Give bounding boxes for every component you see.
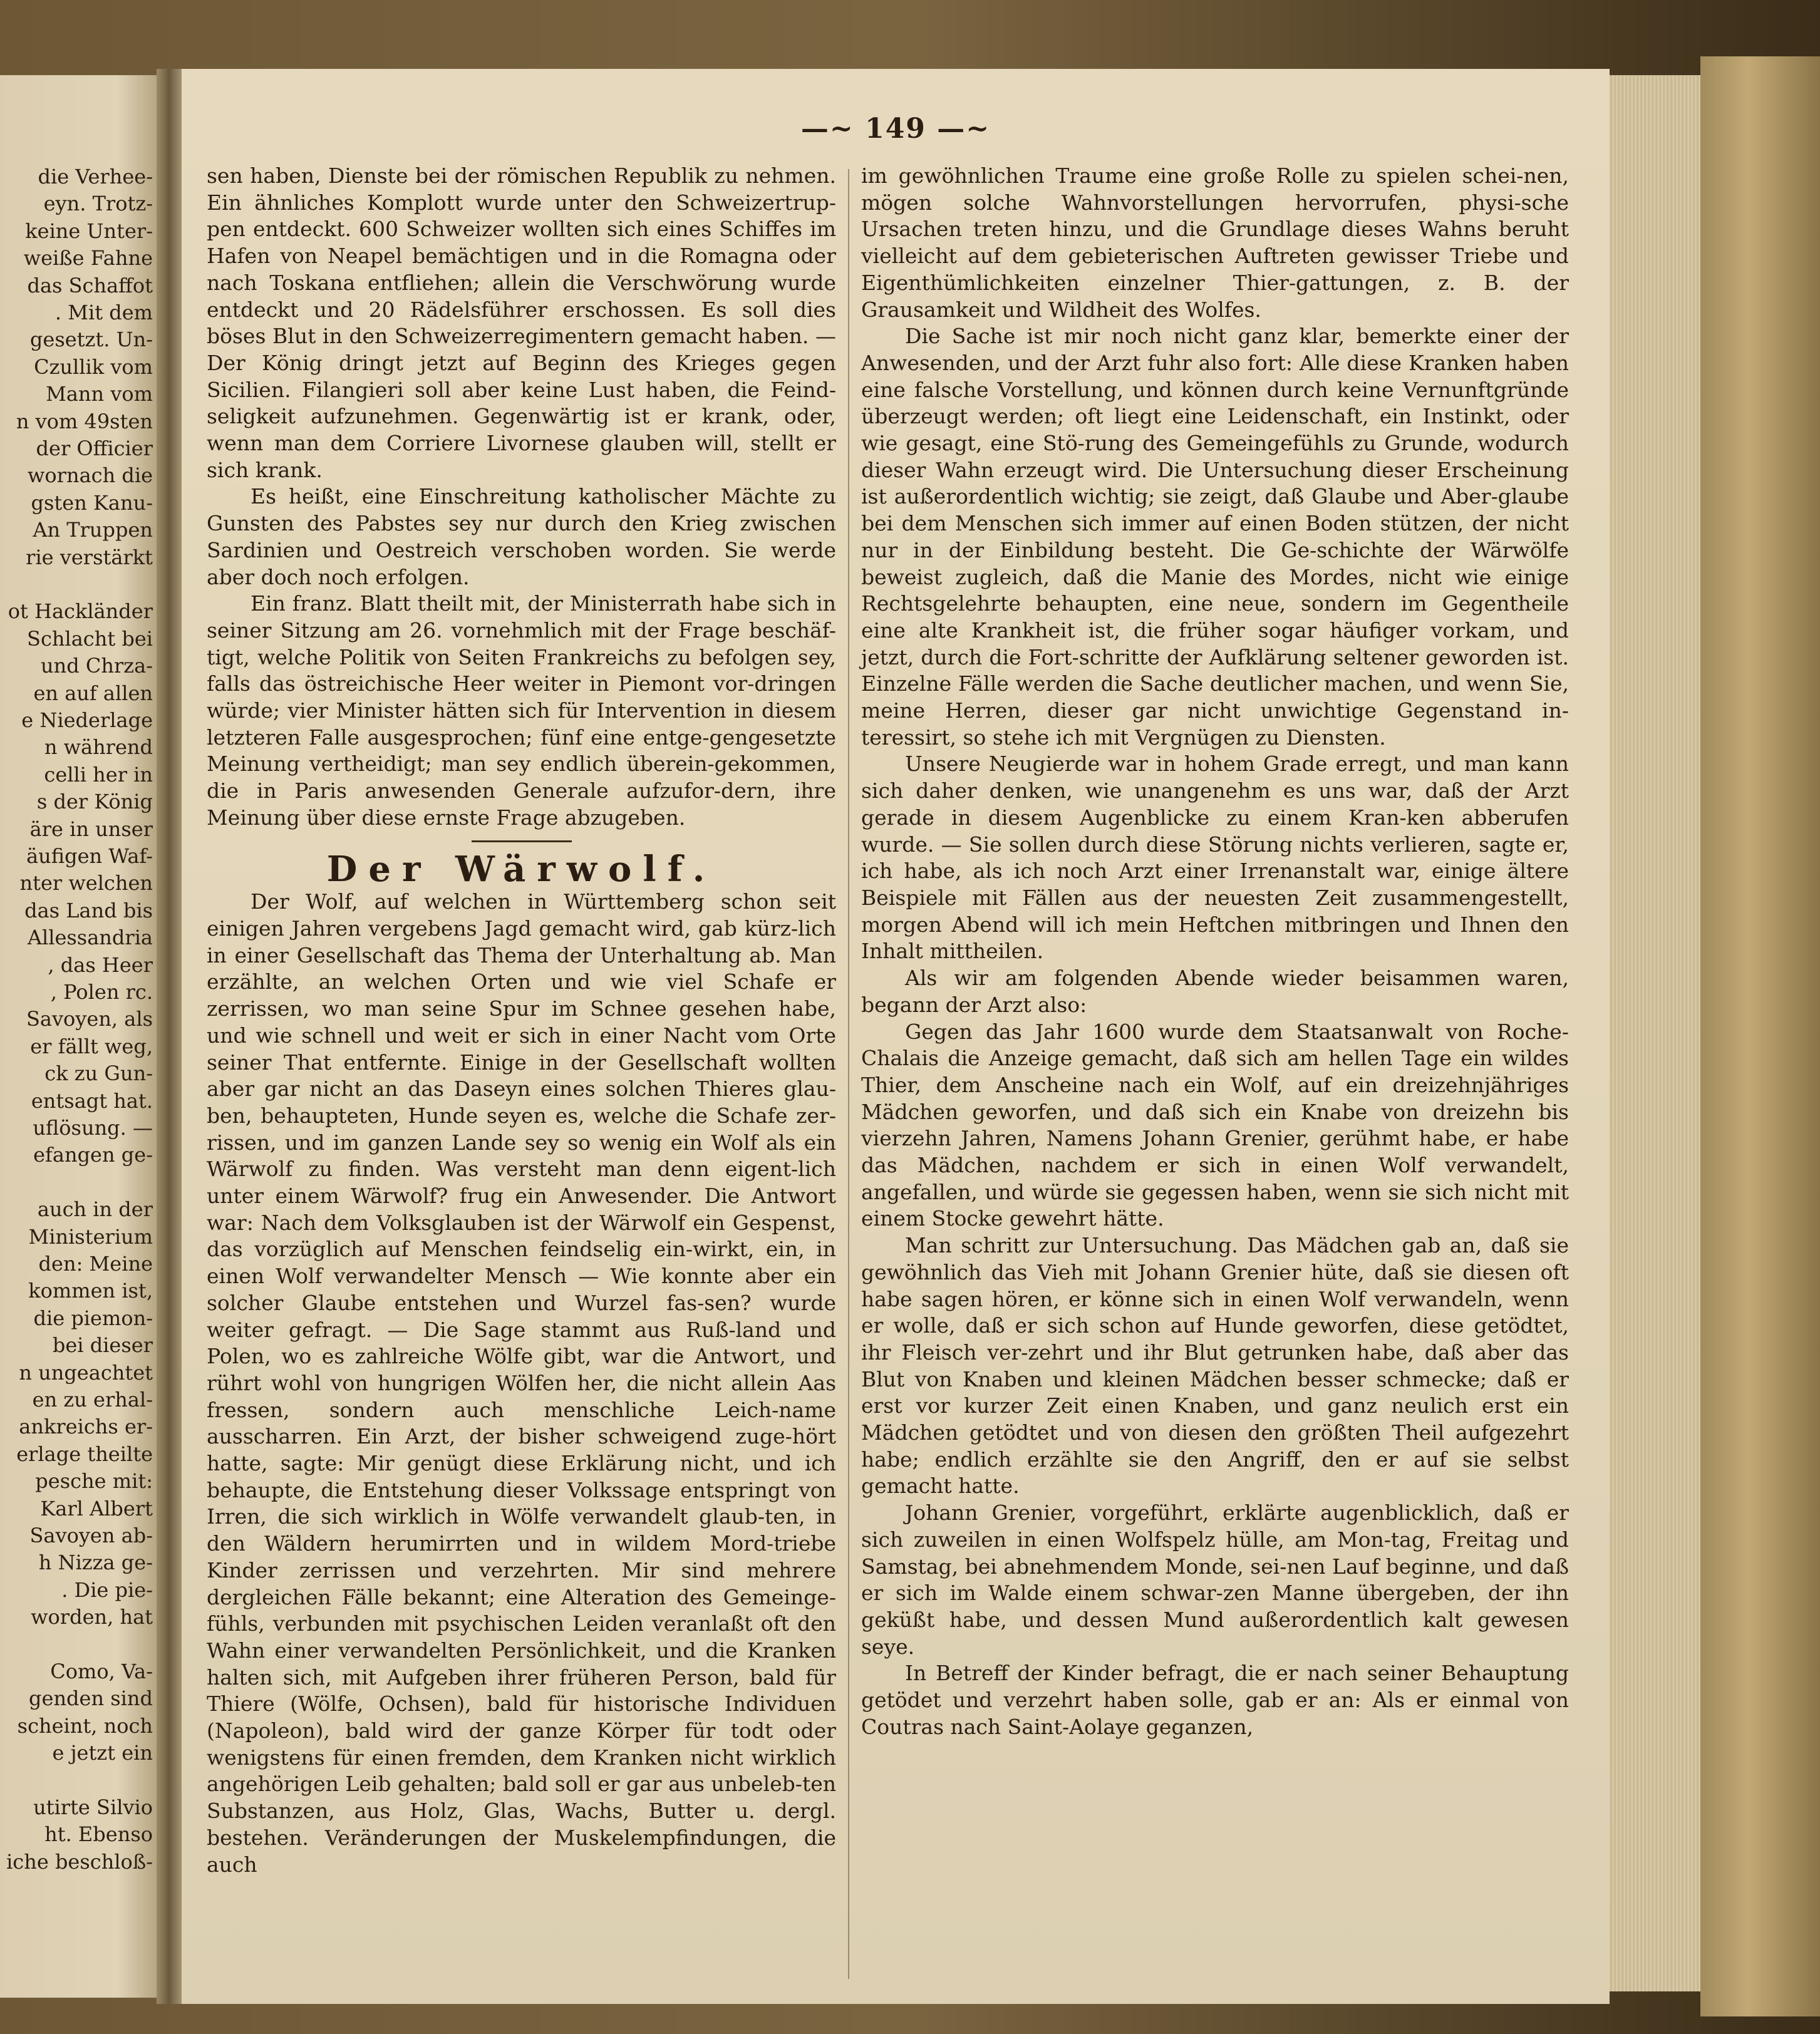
left-page-line: Mann vom [46,382,153,406]
paragraph-2: Es heißt, eine Einschreitung katholischer Mächte zu Gunsten des Pabstes sey nur durch den Krieg zwischen Sardinien und Oestreich verschoben worden. Sie werde aber doch noch erfolgen. [207,484,836,589]
col2-paragraph-1: im gewöhnlichen Traume eine große Rolle zu spielen schei-nen, mögen solche Wahnvorstellungen hervorrufen, physi-sche Ursachen treten hinzu, und die Grundlage dieses Wahns beruht vielleicht auf dem gebieterischen Auftreten gewisser Triebe und Eigenthümlichkeiten einzelner Thier-gattungen, z. B. der Grausamkeit und Wildheit des Wolfes. [861,163,1569,322]
left-page-line: Savoyen, als [26,1007,153,1031]
col2-paragraph-8: In Betreff der Kinder befragt, die er nach seiner Behauptung getödet und verzehrt haben solle, gab er an: Als er einmal von Coutras nach Saint-Aolaye geganzen, [861,1661,1569,1739]
left-page-line: iche beschloß- [6,1849,153,1874]
left-page-line: celli her in [44,762,153,787]
left-page-line: weiße Fahne [23,246,153,271]
col2-paragraph-5: Gegen das Jahr 1600 wurde dem Staatsanwalt von Roche-Chalais die Anzeige gemacht, daß sich am hellen Tage ein wildes Thier, dem Anscheine nach ein Wolf, auf ein dreizehnjähriges Mädchen geworfen, und daß sich ein Knabe von dreizehn bis vierzehn Jahren, Namens Johann Grenier, gerühmt habe, er habe das Mädchen, nachdem er sich in einen Wolf verwandelt, angefallen, und würde sie gegessen haben, wenn sie sich nicht mit einem Stocke gewehrt hätte. [861,1019,1569,1231]
left-page-line: e Niederlage [21,708,153,732]
left-page-fragment [0,75,157,1998]
left-page-line: die piemon- [33,1306,153,1330]
left-page-line: n während [44,735,153,760]
left-page-line: e jetzt ein [52,1741,153,1765]
right-column [861,163,1569,1740]
column-divider [848,169,849,1979]
left-page-line: das Land bis [24,898,153,922]
col2-paragraph-6: Man schritt zur Untersuchung. Das Mädchen gab an, daß sie gewöhnlich das Vieh mit Johann Grenier hüte, daß sie diesen oft habe sagen hören, er könne sich in einen Wolf verwandeln, wenn er wolle, daß er sich schon auf Hunde geworfen, diese getödtet, ihr Fleisch ver-zehrt und ihr Blut getrunken habe, daß aber das Blut von Knaben und kleinen Mädchen besser schmecke; daß er erst vor kurzer Zeit einen Knaben, und ganz neulich erst ein Mädchen getödtet und von diesen den größten Theil aufgezehrt habe; endlich erzählte sie den Angriff, den er auf sie selbst gemacht hatte. [861,1233,1569,1499]
left-page-line: gsten Kanu- [31,490,153,515]
left-page-line: en zu erhal- [32,1388,153,1412]
left-page-line: rie verstärkt [26,545,153,569]
left-page-line: eyn. Trotz- [43,192,153,216]
left-page-line: Schlacht bei [27,626,153,651]
col2-paragraph-4: Als wir am folgenden Abende wieder beisammen waren, begann der Arzt also: [861,966,1569,1017]
left-page-line: gesetzt. Un- [29,328,153,352]
left-page-line: bei dieser [52,1333,153,1358]
title-rule [472,840,572,842]
left-page-line: Allessandria [27,926,153,950]
col2-paragraph-2: Die Sache ist mir noch nicht ganz klar, bemerkte einer der Anwesenden, und der Arzt fuhr also fort: Alle diese Kranken haben eine falsche Vorstellung, und können durch keine Vernunftgründe überzeugt werden; oft liegt eine Leidenschaft, ein Instinkt, oder wie gesagt, eine Stö-rung des Gemeingefühls zu Grunde, wodurch dieser Wahn erzeugt wird. Die Untersuchung dieser Erscheinung ist außerordentlich wichtig; sie zeigt, daß Glaube und Aber-glaube bei dem Menschen sich immer auf einen Boden stützen, der nicht nur in der Einbildung besteht. Die Ge-schichte der Wärwölfe beweist zugleich, daß die Manie des Mordes, nicht wie einige Rechtsgelehrte behaupten, eine neue, sondern im Gegentheile eine alte Krankheit ist, die früher sogar häufiger vorkam, und jetzt, durch die Fort-schritte der Aufklärung seltener geworden ist. Einzelne Fälle werden die Sache deutlicher machen, und wenn Sie, meine Herren, dieser gar nicht unwichtige Gegenstand in-teressirt, so stehe ich mit Vergnügen zu Diensten. [861,324,1569,750]
left-page-line: , das Heer [48,952,153,977]
left-page-line: auch in der [37,1197,153,1222]
col2-paragraph-3: Unsere Neugierde war in hohem Grade erregt, und man kann sich daher denken, wie unangenehm es uns war, daß der Arzt gerade in diesem Augenblicke zu einem Kran-ken abberufen wurde. — Sie sollen durch diese Störung nichts verlieren, sagte er, ich habe, als ich noch Arzt einer Irrenanstalt war, einige ältere Beispiele mit Fällen aus der neuesten Zeit zusammengestellt, morgen Abend will ich mein Heftchen mitbringen und Ihnen den Inhalt mittheilen. [861,751,1569,964]
left-page-line: en auf allen [33,681,153,705]
left-page-line: ck zu Gun- [44,1061,153,1086]
paragraph-1: sen haben, Dienste bei der römischen Republik zu nehmen. Ein ähnliches Komplott wurde unter den Schweizertrup-pen entdeckt. 600 Schweizer wollten sich eines Schiffes im Hafen von Neapel bemächtigen und in die Romagna oder nach Toskana entfliehen; allein die Verschwörung wurde entdeckt und 20 Rädelsführer erschossen. Es soll dies böses Blut in den Schweizerregimentern gemacht haben. — Der König dringt jetzt auf Beginn des Krieges gegen Sicilien. Filangieri soll aber keine Lust haben, die Feind-seligkeit aufzunehmen. Gegenwärtig ist er krank, oder, wenn man dem Corriere Livornese glauben will, stellt er sich krank. [207,163,836,482]
left-page-line: entsagt hat. [31,1088,153,1113]
left-page-line: den: Meine [38,1252,153,1276]
left-page-line: Savoyen ab- [29,1524,153,1547]
left-page-line: der Officier [36,436,153,460]
left-page-line: . Mit dem [54,301,153,324]
page-number: —~ 149 —~ [800,113,991,145]
left-page-line: . Die pie- [61,1577,153,1602]
left-page-line: n ungeachtet [19,1360,153,1385]
left-page-line: An Truppen [33,518,153,542]
page-edges [1610,75,1700,1991]
left-page-line: wornach die [28,463,153,488]
left-page-line: er fällt weg, [30,1034,153,1058]
right-page [182,69,1610,2004]
left-page-line: , Polen rc. [50,980,153,1004]
left-column [207,163,836,1878]
story-paragraph: Der Wolf, auf welchen in Württemberg schon seit einigen Jahren vergebens Jagd gemacht wird, gab kürz-lich in einer Gesellschaft das Thema der Unterhaltung ab. Man erzählte, an welchen Orten und wie viel Schafe er zerrissen, wo man seine Spur im Schnee gesehen habe, und wie schnell und weit er sich in einer Nacht vom Orte seiner That entfernte. Einige in der Gesellschaft wollten aber gar nicht an das Daseyn eines solchen Thieres glau-ben, behaupteten, Hunde seyen es, welche die Schafe zer-rissen, und im ganzen Lande sey so wenig ein Wolf als ein Wärwolf zu finden. Was versteht man denn eigent-lich unter einem Wärwolf? frug ein Anwesender. Die Antwort war: Nach dem Volksglauben ist der Wärwolf ein Gespenst, das vorzüglich auf Menschen feindselig ein-wirkt, ein, in einen Wolf verwandelter Mensch — Wie konnte aber ein solcher Glaube entstehen und Wurzel fas-sen? wurde weiter gefragt. — Die Sage stammt aus Ruß-land und Polen, wo es zahlreiche Wölfe gibt, war die Antwort, und rührt wohl von hungrigen Wölfen her, die nicht allein Aas fressen, sondern auch menschliche Leich-name ausscharren. Ein Arzt, der bisher schweigend zuge-hört hatte, sagte: Mir genügt diese Erklärung nicht, und ich behaupte, die Entstehung dieser Volkssage entspringt von Irren, die sich wirklich in Wölfe verwandelt glaub-ten, in den Wäldern herumirrten und in wildem Mord-triebe Kinder zerrissen und verzehrten. Mir sind mehrere dergleichen Fälle bekannt; eine Alteration des Gemeinge-fühls, verbunden mit psychischen Leiden veranlaßt oft den Wahn einer verwandelten Persönlichkeit, und die Kranken halten sich, mit Aufgeben ihrer früheren Person, bald für Thiere (Wölfe, Ochsen), bald für historische Individuen (Napoleon), bald wird der ganze Körper für todt oder wenigstens für einen fremden, dem Kranken nicht wirklich angehörigen Leib gehalten; bald soll er gar aus unbeleb-ten Substanzen, aus Holz, Glas, Wachs, Butter u. dergl. bestehen. Veränderungen der Muskelempfindungen, die auch [207,889,836,1877]
left-page-line: utirte Silvio [33,1795,153,1819]
left-page-line: äre in unser [29,817,153,841]
left-page-line: efangen ge- [33,1143,153,1167]
col2-paragraph-7: Johann Grenier, vorgeführt, erklärte augenblicklich, daß er sich zuweilen in einen Wolfspelz hülle, am Mon-tag, Freitag und Samstag, bei abnehmendem Monde, sei-nen Lauf beginne, und daß er sich im Walde einem schwar-zen Manne übergeben, der ihn geküßt habe, und dessen Mund außerordentlich kalt gewesen seye. [861,1500,1569,1659]
left-page-line: und Chrza- [40,654,153,678]
paragraph-3: Ein franz. Blatt theilt mit, der Ministerrath habe sich in seiner Sitzung am 26. vornehmlich mit der Frage beschäf-tigt, welche Politik von Seiten Frankreichs zu befolgen sey, falls das östreichische Heer weiter in Piemont vor-dringen würde; vier Minister hätten sich für Intervention in diesem letzteren Falle ausgesprochen; fünf eine entge-gengesetzte Meinung vertheidigt; man sey endlich überein-gekommen, die in Paris anwesenden Generale aufzufor-dern, ihre Meinung über diese ernste Frage abzugeben. [207,591,836,830]
left-page-line: äufigen Waf- [26,844,153,868]
book-cover [1700,56,1820,2016]
left-page-line: Como, Va- [50,1660,153,1683]
left-page-line: Czullik vom [34,354,153,379]
left-page-line: worden, hat [31,1605,153,1629]
section-title: Der Wärwolf. [326,848,716,890]
left-page-line: das Schaffot [27,273,153,297]
left-page-line: Ministerium [28,1224,153,1249]
left-page-line: pesche mit: [35,1469,153,1494]
left-page-line: keine Unter- [25,219,153,243]
left-page-line: genden sind [29,1686,153,1711]
left-page-line: s der König [36,790,153,814]
left-page-line: ankreichs er- [19,1415,153,1439]
left-page-line: scheint, noch [17,1713,153,1738]
left-page-line: kommen ist, [28,1279,153,1303]
left-page-line: ot Hackländer [8,599,153,624]
left-page-line: n vom 49sten [16,409,153,433]
left-page-line: Karl Albert [40,1496,153,1520]
book-gutter [157,69,182,2004]
left-page-line: erlage theilte [16,1442,153,1466]
left-page-line: nter welchen [19,871,153,896]
left-page-line: die Verhee- [38,165,153,188]
left-page-line: uflösung. — [33,1116,153,1140]
left-page-line: ht. Ebenso [44,1822,153,1847]
left-page-line: h Nizza ge- [38,1551,153,1575]
